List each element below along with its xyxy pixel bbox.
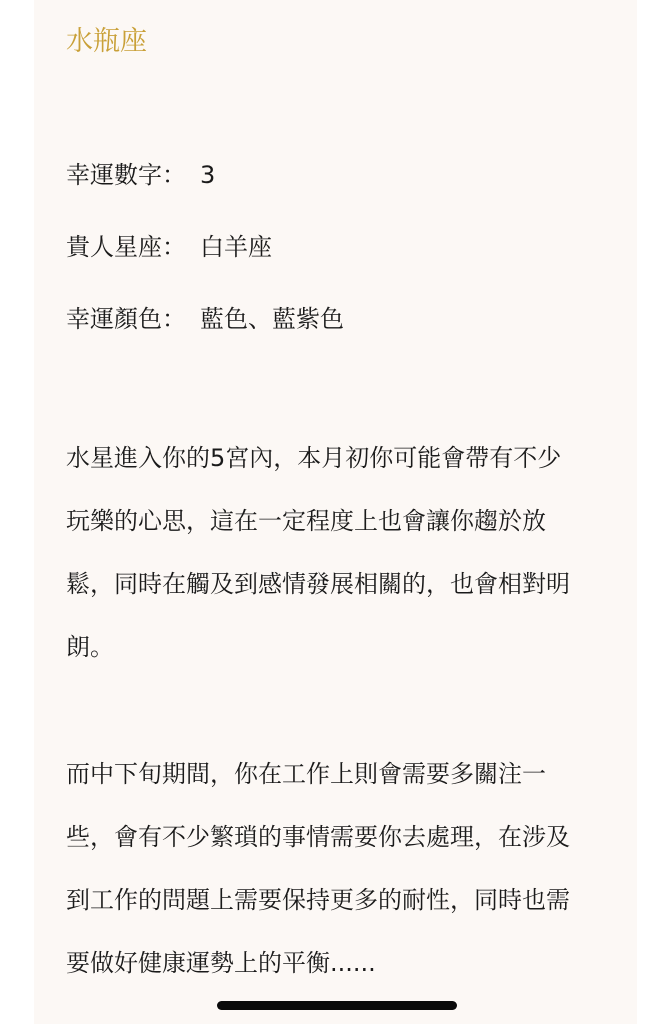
paragraph-early-month bbox=[66, 427, 611, 679]
paragraph-line: 到工作的問題上需要保持更多的耐性，同時也需 bbox=[66, 886, 570, 914]
paragraph-line: 水星進入你的5宮內，本月初你可能會帶有不少 bbox=[66, 444, 562, 472]
lucky-color-value: 藍色、藍紫色 bbox=[200, 305, 344, 333]
lucky-number-label: 幸運數字： bbox=[66, 161, 186, 189]
lucky-color-row bbox=[66, 301, 344, 337]
noble-sign-label: 貴人星座： bbox=[66, 233, 186, 261]
paragraph-line: 些，會有不少繁瑣的事情需要你去處理，在涉及 bbox=[66, 823, 570, 851]
paragraph-line: 玩樂的心思，這在一定程度上也會讓你趨於放 bbox=[66, 507, 546, 535]
lucky-number-row bbox=[66, 157, 215, 193]
paragraph-line: 朗。 bbox=[66, 633, 114, 661]
paragraph-line: 鬆，同時在觸及到感情發展相關的，也會相對明 bbox=[66, 570, 570, 598]
noble-sign-row bbox=[66, 229, 272, 265]
paragraph-line: 要做好健康運勢上的平衡...... bbox=[66, 949, 376, 977]
noble-sign-value: 白羊座 bbox=[200, 233, 272, 261]
home-indicator[interactable] bbox=[217, 1001, 457, 1010]
lucky-color-label: 幸運顏色： bbox=[66, 305, 186, 333]
paragraph-line: 而中下旬期間，你在工作上則會需要多關注一 bbox=[66, 760, 546, 788]
lucky-number-value: 3 bbox=[200, 161, 216, 189]
page-title: 水瓶座 bbox=[66, 26, 147, 57]
paragraph-mid-late-month bbox=[66, 743, 611, 995]
